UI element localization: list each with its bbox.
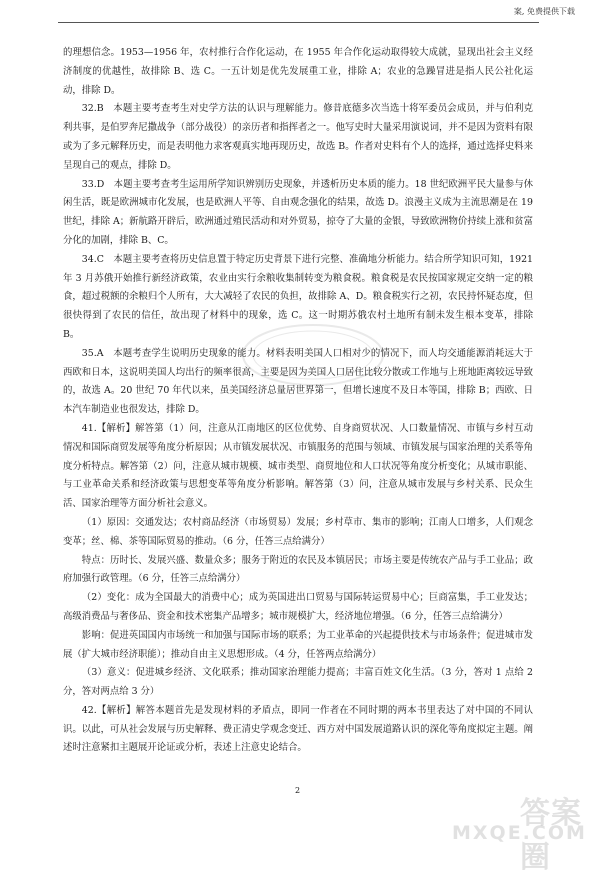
answer-34: 34.C 本题主要考查将历史信息置于特定历史背景下进行完整、准确地分析能力。结合所学知识可知，1921 年 3 月苏俄开始推行新经济政策，农业由实行余粮收集制转变为粮食税。粮食税是农民按国家规定交纳一定的粮食，超过税额的余粮归个人所有，大大减轻了农民的负担，故排除 A、D。粮食税实行之初，农民持怀疑态度，但很快得到了农民的信任，故出现了材料中的现象，选 C。这一时期苏俄农村土地所有制未发生根本变革，排除 B。 xyxy=(63,253,533,340)
answer-33: 33.D 本题主要考查考生运用所学知识辨别历史现象，并透析历史本质的能力。18 世纪欧洲平民大量参与休闲生活，既是欧洲城市化发展，也是欧洲人平等、自由观念强化的结果，故选 D。浪漫主义成为主流思潮是在 19 世纪，排除 A；新航路开辟后，欧洲通过殖民活动和对外贸易，掠夺了大量的金银，导致欧洲物价持续上涨和贫富分化的加剧，排除 B、C。 xyxy=(63,178,533,246)
watermark-logo-text: 答案圈 xyxy=(520,796,582,875)
watermark-domain: MXQE.COM xyxy=(452,822,587,844)
answer-41-part3-significance: （3）意义：促进城乡经济、文化联系；推动国家治理能力提高；丰富百姓文化生活。（3 分，答对 1 点给 2 分，答对两点给 3 分） xyxy=(63,667,533,698)
header-rule xyxy=(58,22,539,23)
answer-explanations xyxy=(63,44,533,758)
answer-41-part2-changes: （2）变化：成为全国最大的消费中心；成为英国进出口贸易与国际转运贸易中心；巨商富集，手工业发达；高级消费品与奢侈品、资金和技术密集产品增多；城市规模扩大，经济地位增强。（6 分，任答三点给满分） xyxy=(63,592,533,622)
page-number: 2 xyxy=(294,786,301,795)
answer-41-analysis: 41.【解析】解答第（1）问，注意从江南地区的区位优势、自身商贸状况、人口数量情况、市镇与乡村互动情况和国际商贸发展等角度分析原因；从市镇发展状况、市镇服务的范围与领域、市镇发展与国家治理的关系等角度分析特点。解答第（2）问，注意从城市规模、城市类型、商贸地位和人口状况等角度分析变化；从城市职能、与工业革命关系和经济政策与思想变革等角度分析影响。解答第（3）问，注意从城市发展与乡村关系、民众生活、国家治理等方面分析社会意义。 xyxy=(63,422,533,510)
answer-35: 35.A 本题考查学生说明历史现象的能力。材料表明美国人口相对少的情况下，而人均交通能源消耗远大于西欧和日本，这说明美国人均出行的频率很高，主要是因为美国人口居住比较分散或工作地与上班地距离较远导致的，故选 A。20 世纪 70 年代以来，虽美国经济总量居世界第一，但增长速度不及日本等国，排除 B；西欧、日本汽车制造业也很发达，排除 D。 xyxy=(63,347,533,416)
answer-41-part1-features: 特点：历时长、发展兴盛、数量众多；服务于附近的农民及本镇居民；市场主要是传统农产品与手工业品；政府加强行政管理。（6 分，任答三点给满分） xyxy=(63,554,533,585)
answer-41-part2-impact: 影响：促进英国国内市场统一和加强与国际市场的联系；为工业革命的兴起提供技术与市场条件；促进城市发展（扩大城市经济职能）；推动自由主义思想形成。（4 分，任答两点给满分） xyxy=(63,629,533,660)
paragraph-continuation: 的理想信念。1953—1956 年，农村推行合作化运动，在 1955 年合作化运动取得较大成就，显现出社会主义经济制度的优越性，故排除 B、选 C。一五计划是优先发展重工业，排除 A；农业的急躁冒进是指人民公社化运动，排除 D。 xyxy=(63,47,533,96)
answer-42-analysis: 42.【解析】解答本题首先是发现材料的矛盾点，即同一作者在不同时期的两本书里表达了对中国的不同认识。以此，可从社会发展与历史解释、费正清史学观念变迁、西方对中国发展道路认识的深化等角度拟定主题。阐述时注意紧扣主题展开论证或分析，表述上注意史论结合。 xyxy=(63,704,533,754)
answer-32: 32.B 本题主要考查考生对史学方法的认识与理解能力。修昔底德多次当选十将军委员会成员，并与伯利克利共事，是伯罗奔尼撒战争（部分战役）的亲历者和指挥者之一。他写史时大量采用演说词，并不是因为资料有限或为了多元解释历史，而是表明他力求客观真实地再现历史，故选 B。作者对史料有个人的选择，通过选择史料来呈现自己的观点，排除 D。 xyxy=(63,103,533,171)
header-note: 案, 免费提供下载 xyxy=(513,7,575,16)
answer-41-part1-causes: （1）原因：交通发达；农村商品经济（市场贸易）发展；乡村草市、集市的影响；江南人口增多，人们观念变革；丝、棉、茶等国际贸易的推动。（6 分，任答三点给满分） xyxy=(63,516,533,547)
